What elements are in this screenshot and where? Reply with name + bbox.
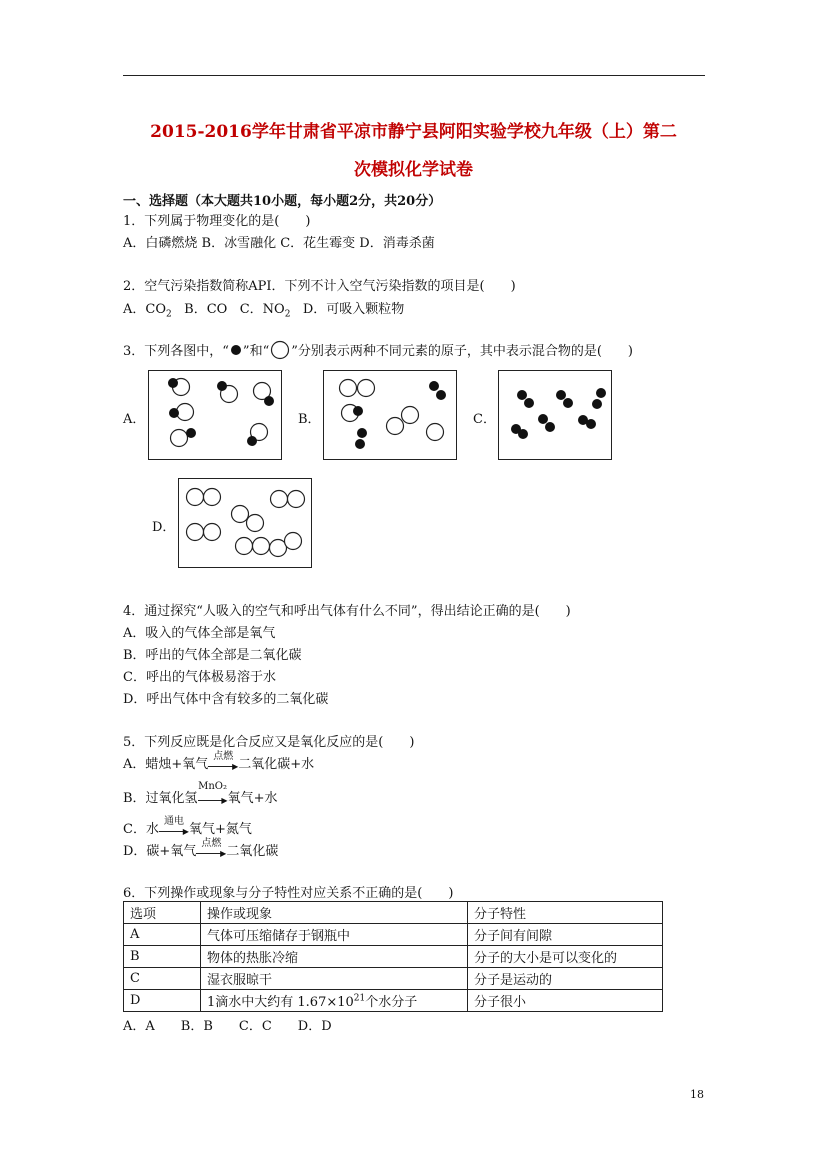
reaction-arrow-icon: 点燃 ▶ [208,754,238,768]
q5-option-a [123,753,314,772]
q5-d-reactants: D．碳+氧气 [123,844,197,859]
q5-d-products: 二氧化碳 [226,844,279,859]
table-cell: A [124,924,201,946]
q5-b-condition: MnO₂ [198,781,227,792]
table-header-cell: 分子特性 [468,902,663,924]
table-cell [201,990,468,1012]
q5-c-reactants: C．水 [123,822,159,837]
q4-option-d: D．呼出气体中含有较多的二氧化碳 [123,692,329,707]
q2-stem: 2．空气污染指数简称API．下列不计入空气污染指数的项目是( ) [123,279,516,294]
q2-options [123,298,404,320]
black-atom-icon [229,343,243,357]
q5-a-condition: 点燃 [213,751,234,762]
table-row [124,968,663,990]
row-d-text-end: 个水分子 [365,995,418,1010]
q2-option-d: D．可吸入颗粒物 [302,302,405,317]
q3-diagram-d [178,478,312,568]
q5-a-products: 二氧化碳+水 [238,757,315,772]
table-cell: B [124,946,201,968]
q2-option-c-sub: 2 [284,309,291,320]
table-cell: 分子是运动的 [468,968,663,990]
q3-diagram-a [148,370,282,460]
white-atom-icon [269,340,291,360]
reaction-arrow-icon: 通电 ▶ [159,819,189,833]
q5-a-reactants: A．蜡烛+氧气 [123,757,209,772]
q5-b-products: 氧气+水 [227,791,278,806]
q3-diagram-b [323,370,457,460]
q2-option-a: A．CO [123,302,166,317]
q3-label-a: A． [123,412,146,427]
q3-diagram-c [498,370,612,460]
title-line-2: 次模拟化学试卷 [354,160,473,180]
q3-stem-part-2: ”和“ [242,344,270,359]
q3-label-c: C． [473,412,496,427]
reaction-arrow-icon: 点燃 ▶ [196,841,226,855]
table-header-cell: 操作或现象 [201,902,468,924]
q3-stem-part-3: ”分别表示两种不同元素的原子，其中表示混合物的是( ) [291,344,634,359]
table-row [124,924,663,946]
q2-option-b: B．CO [184,302,228,317]
q2-option-c: C．NO [239,302,285,317]
section-heading: 一、选择题（本大题共10小题，每小题2分，共20分） [123,194,442,209]
reaction-arrow-icon: MnO₂ ▶ [198,781,228,805]
table-cell: 湿衣服晾干 [201,968,468,990]
table-cell: 分子的大小是可以变化的 [468,946,663,968]
q5-c-condition: 通电 [163,816,184,827]
row-d-exponent: 21 [353,993,366,1004]
table-header-cell: 选项 [124,902,201,924]
q5-stem: 5．下列反应既是化合反应又是氧化反应的是( ) [123,735,415,750]
table-row [124,990,663,1012]
row-d-text: 1滴水中大约有 1.67×10 [207,995,354,1010]
q5-b-reactants: B．过氧化氢 [123,791,198,806]
q4-option-c: C．呼出的气体极易溶于水 [123,670,276,685]
q5-option-c [123,818,252,837]
q6-table [123,901,663,1012]
q3-stem-part-1: 3．下列各图中，“ [123,344,229,359]
q4-stem: 4．通过探究“人吸入的空气和呼出气体有什么不同”，得出结论正确的是( ) [123,604,571,619]
table-cell: 分子很小 [468,990,663,1012]
q3-label-b: B． [298,412,321,427]
q2-option-a-sub: 2 [166,309,172,320]
q6-options: A．A B．B C．C D．D [123,1019,332,1034]
header-rule [123,75,705,76]
table-row [124,946,663,968]
q3-label-d: D． [152,520,176,535]
page-number: 18 [690,1088,704,1101]
q5-d-condition: 点燃 [201,838,222,849]
q5-option-d [123,840,278,859]
table-cell: C [124,968,201,990]
title-line-1: 2015-2016学年甘肃省平凉市静宁县阿阳实验学校九年级（上）第二 [150,122,677,142]
q5-option-b [123,781,278,806]
q1-options: A．白磷燃烧 B．冰雪融化 C．花生霉变 D．消毒杀菌 [123,236,435,251]
table-cell: 气体可压缩储存于钢瓶中 [201,924,468,946]
q4-option-a: A．吸入的气体全部是氧气 [123,626,276,641]
table-cell: 分子间有间隙 [468,924,663,946]
q6-stem: 6．下列操作或现象与分子特性对应关系不正确的是( ) [123,886,454,901]
table-cell: D [124,990,201,1012]
table-header-row [124,902,663,924]
q5-c-products: 氧气+氮气 [188,822,252,837]
q1-stem: 1．下列属于物理变化的是( ) [123,214,311,229]
q4-option-b: B．呼出的气体全部是二氧化碳 [123,648,302,663]
q3-stem [123,340,633,360]
table-cell: 物体的热胀冷缩 [201,946,468,968]
